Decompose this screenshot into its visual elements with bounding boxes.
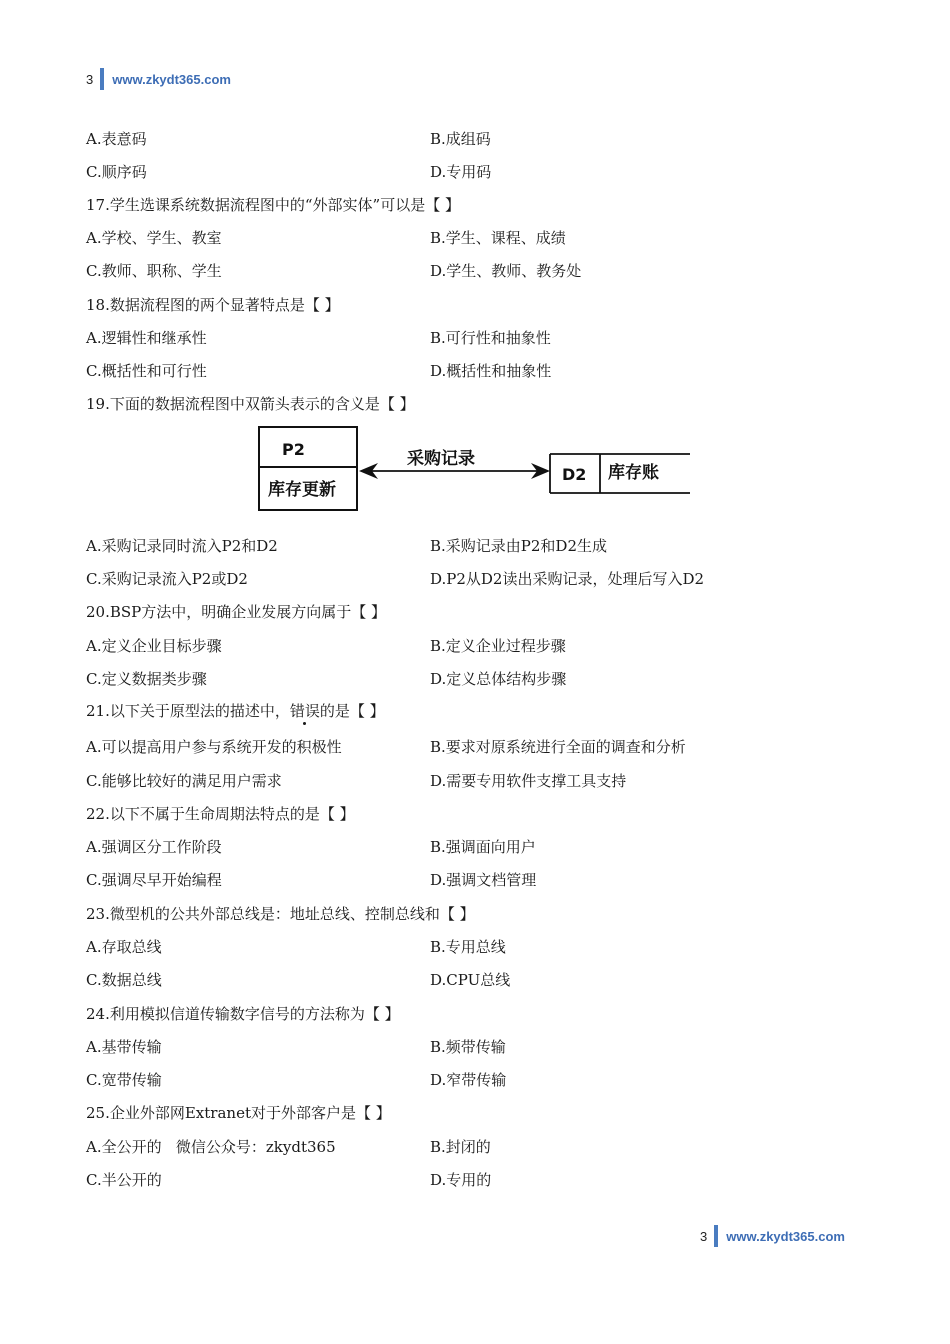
option-c: C.顺序码 (86, 163, 147, 181)
option-c: C.强调尽早开始编程 (86, 871, 222, 889)
option-d: D.专用码 (430, 163, 492, 181)
option-d: D.需要专用软件支撑工具支持 (430, 772, 627, 790)
option-d: D.强调文档管理 (430, 871, 537, 889)
question-stem: 24.利用模拟信道传输数字信号的方法称为【 】 (86, 1005, 400, 1023)
option-a: A.定义企业目标步骤 (86, 637, 222, 655)
option-c: C.宽带传输 (86, 1071, 162, 1089)
store-name: 库存账 (608, 463, 659, 483)
option-row (86, 159, 866, 185)
option-b: B.学生、课程、成绩 (430, 229, 566, 247)
page-header (86, 68, 231, 90)
emphasized-word: 错误 (289, 702, 320, 720)
option-row (86, 834, 866, 860)
option-row (86, 533, 866, 559)
option-b: B.要求对原系统进行全面的调查和分析 (430, 738, 686, 756)
option-row (86, 633, 866, 659)
option-c: C.采购记录流入P2或D2 (86, 570, 248, 588)
process-id: P2 (282, 440, 305, 459)
footer-url: www.zkydt365.com (726, 1228, 845, 1244)
footer-page-number: 3 (700, 1228, 708, 1244)
option-a: A.逻辑性和继承性 (86, 329, 207, 347)
header-url: www.zkydt365.com (112, 71, 231, 87)
option-row (86, 734, 866, 760)
option-a: A.基带传输 (86, 1038, 162, 1056)
option-row (86, 1134, 866, 1160)
option-b: B.专用总线 (430, 938, 506, 956)
option-a: A.表意码 (86, 130, 147, 148)
option-row (86, 934, 866, 960)
option-d: D.概括性和抽象性 (430, 362, 552, 380)
option-b: B.可行性和抽象性 (430, 329, 551, 347)
option-c: C.能够比较好的满足用户需求 (86, 772, 282, 790)
option-b: B.频带传输 (430, 1038, 506, 1056)
option-row (86, 1034, 866, 1060)
option-d: D.定义总体结构步骤 (430, 670, 567, 688)
option-a: A.学校、学生、教室 (86, 229, 222, 247)
option-d: D.窄带传输 (430, 1071, 507, 1089)
store-id: D2 (562, 465, 587, 484)
option-b: B.采购记录由P2和D2生成 (430, 537, 607, 555)
stem-text: 的是【 】 (319, 702, 385, 720)
option-a: A.全公开的 微信公众号：zkydt365 (86, 1138, 336, 1156)
option-row (86, 967, 866, 993)
question-stem: 25.企业外部网Extranet对于外部客户是【 】 (86, 1104, 391, 1122)
option-row (86, 1167, 866, 1193)
stem-text: 21.以下关于原型法的描述中， (86, 702, 290, 720)
question-stem: 19.下面的数据流程图中双箭头表示的含义是【 】 (86, 395, 415, 413)
footer-divider (714, 1225, 718, 1247)
option-d: D.学生、教师、教务处 (430, 262, 582, 280)
question-stem: 18.数据流程图的两个显著特点是【 】 (86, 296, 340, 314)
option-row (86, 666, 866, 692)
flow-label: 采购记录 (407, 449, 475, 469)
option-row (86, 768, 866, 794)
option-a: A.强调区分工作阶段 (86, 838, 222, 856)
option-b: B.定义企业过程步骤 (430, 637, 566, 655)
option-a: A.可以提高用户参与系统开发的积极性 (86, 738, 342, 756)
option-row (86, 566, 866, 592)
process-name: 库存更新 (268, 480, 336, 500)
option-row (86, 258, 866, 284)
option-row (86, 1067, 866, 1093)
page-footer (700, 1225, 845, 1247)
option-row (86, 867, 866, 893)
question-stem: 22.以下不属于生命周期法特点的是【 】 (86, 805, 355, 823)
option-b: B.封闭的 (430, 1138, 491, 1156)
option-b: B.成组码 (430, 130, 491, 148)
option-d: D.CPU总线 (430, 971, 511, 989)
question-stem: 23.微型机的公共外部总线是：地址总线、控制总线和【 】 (86, 905, 475, 923)
option-d: D.专用的 (430, 1171, 492, 1189)
question-stem: 17.学生选课系统数据流程图中的“外部实体”可以是【 】 (86, 196, 460, 214)
option-row (86, 225, 866, 251)
option-row (86, 325, 866, 351)
option-row (86, 358, 866, 384)
option-d: D.P2从D2读出采购记录，处理后写入D2 (430, 570, 705, 588)
option-a: A.存取总线 (86, 938, 162, 956)
option-a: A.采购记录同时流入P2和D2 (86, 537, 278, 555)
option-c: C.数据总线 (86, 971, 162, 989)
question-stem: 20.BSP方法中，明确企业发展方向属于【 】 (86, 603, 387, 621)
header-divider (100, 68, 104, 90)
option-b: B.强调面向用户 (430, 838, 536, 856)
option-c: C.概括性和可行性 (86, 362, 207, 380)
option-c: C.半公开的 (86, 1171, 162, 1189)
option-c: C.定义数据类步骤 (86, 670, 207, 688)
header-page-number: 3 (86, 71, 94, 87)
option-c: C.教师、职称、学生 (86, 262, 222, 280)
question-stem (86, 698, 866, 724)
data-flow-diagram (256, 424, 696, 516)
option-row (86, 126, 866, 152)
